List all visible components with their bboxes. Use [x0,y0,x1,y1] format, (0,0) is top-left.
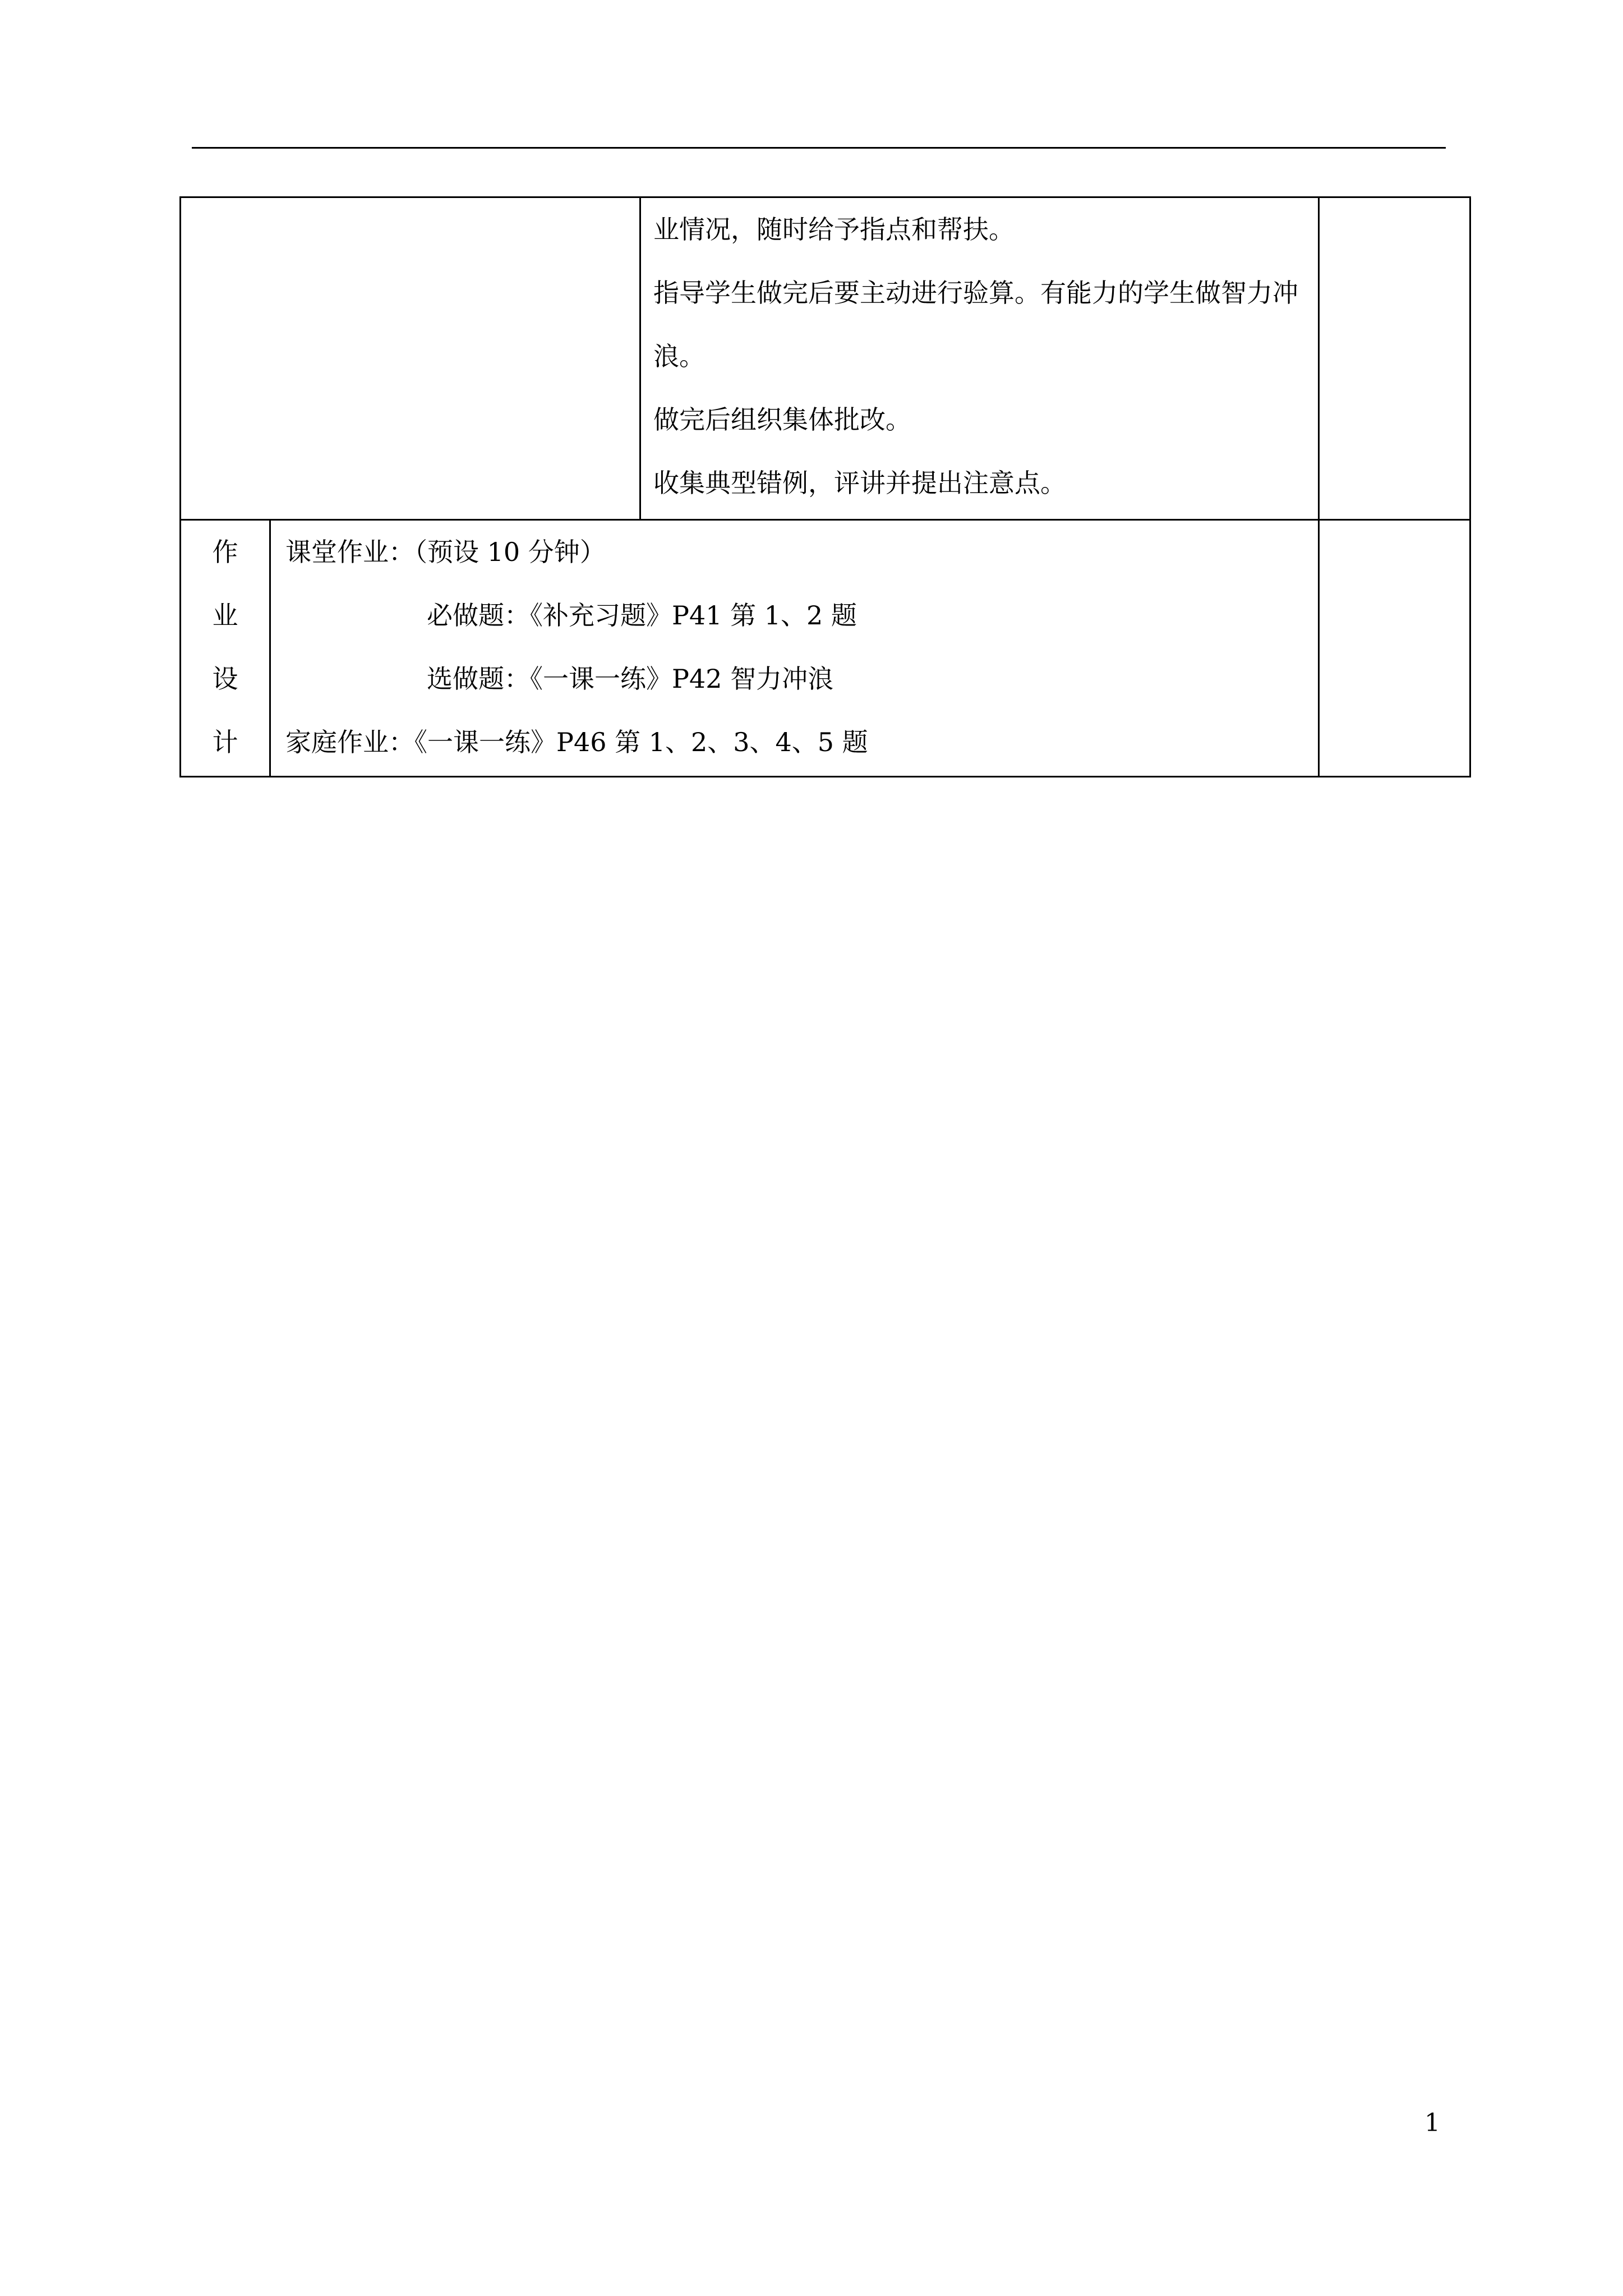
label-char-3: 设 [212,664,238,694]
label-char-1: 作 [212,537,238,567]
homework-design-content [270,520,1319,777]
label-char-4: 计 [212,727,238,757]
classwork-line: 课堂作业：（预设 10 分钟） [285,537,606,567]
empty-cell-right-2 [1319,520,1470,777]
label-char-2: 业 [212,600,238,631]
teaching-activity-cell [640,197,1319,520]
homework-line: 家庭作业：《一课一练》P46 第 1、2、3、4、5 题 [285,727,868,757]
required-line: 必做题：《补充习题》P41 第 1、2 题 [427,600,857,631]
activity-line-2: 指导学生做完后要主动进行验算。有能力的学生做智力冲浪。 [653,278,1298,371]
activity-line-4: 收集典型错例，评讲并提出注意点。 [653,468,1066,498]
lesson-plan-table [179,196,1471,777]
activity-line-3: 做完后组织集体批改。 [653,404,911,435]
table-row-teaching [181,197,1470,520]
empty-cell-left [181,197,640,520]
page-number: 1 [1424,2109,1440,2137]
homework-design-label [181,520,270,777]
optional-line: 选做题：《一课一练》P42 智力冲浪 [427,664,834,694]
activity-line-1: 业情况，随时给予指点和帮扶。 [653,214,1015,245]
empty-cell-right [1319,197,1470,520]
table-row-homework [181,520,1470,777]
header-rule [192,147,1446,149]
